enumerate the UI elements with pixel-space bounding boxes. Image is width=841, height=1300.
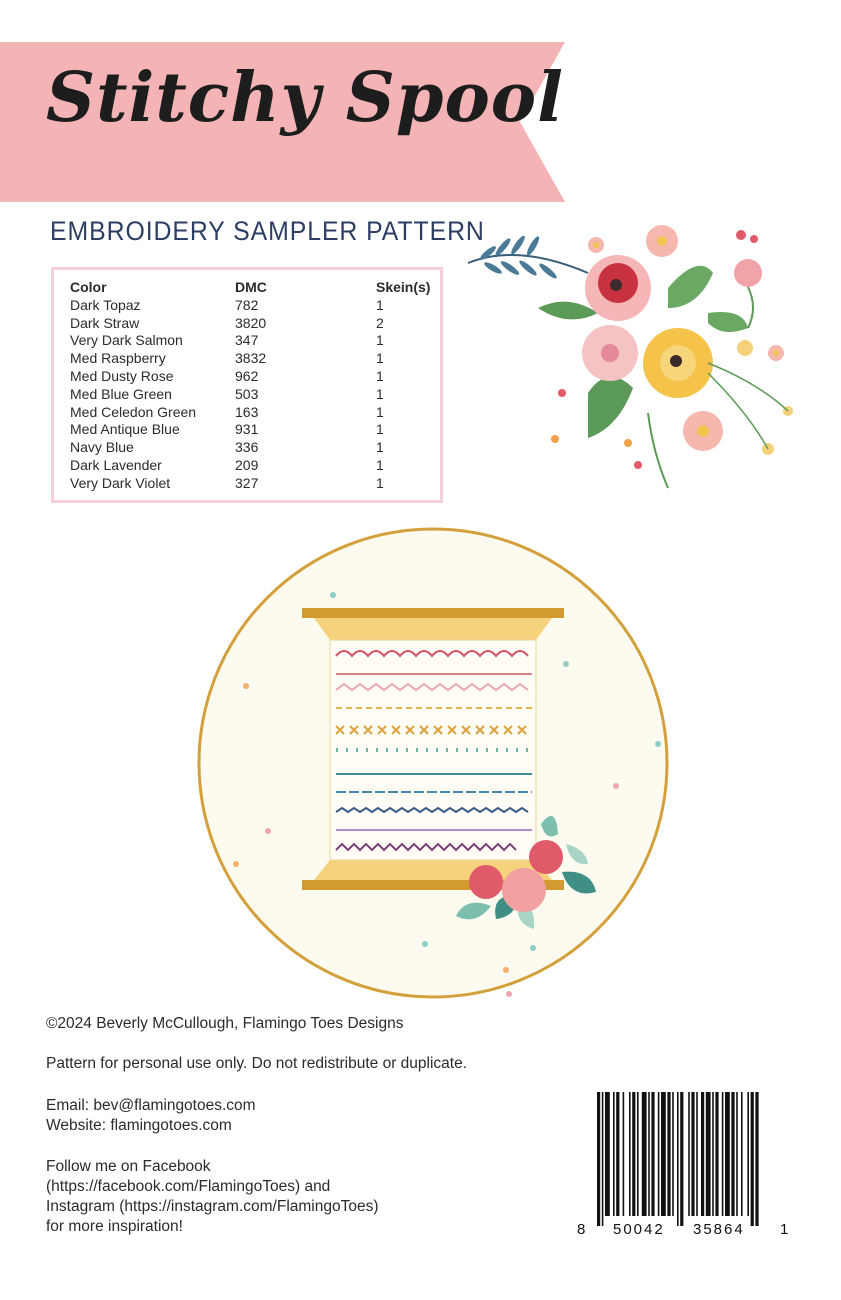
- skein-count: 1: [376, 296, 384, 313]
- dmc-number: 327: [235, 474, 259, 491]
- color-name: Med Blue Green: [70, 385, 172, 402]
- thread-color-table: [51, 267, 443, 503]
- email-text: Email: bev@flamingotoes.com: [46, 1097, 256, 1114]
- skein-count: 1: [376, 439, 384, 456]
- dmc-number: 347: [235, 332, 259, 349]
- skein-count: 2: [376, 314, 384, 331]
- floral-bouquet-illustration: [458, 213, 798, 498]
- skein-count: 1: [376, 421, 384, 438]
- embroidery-hoop-illustration: [196, 524, 671, 1002]
- color-name: Navy Blue: [70, 439, 134, 456]
- column-header-dmc: DMC: [235, 279, 267, 295]
- follow-line-3: Instagram (https://instagram.com/FlamingoToes): [46, 1198, 379, 1215]
- website-text: Website: flamingotoes.com: [46, 1117, 232, 1134]
- color-name: Very Dark Salmon: [70, 332, 183, 349]
- table-row: [70, 332, 436, 350]
- column-header-color: Color: [70, 279, 107, 295]
- table-header-row: [70, 279, 436, 297]
- skein-count: 1: [376, 385, 384, 402]
- skein-count: 1: [376, 474, 384, 491]
- table-row: [70, 315, 436, 333]
- column-header-skeins: Skein(s): [376, 279, 431, 295]
- page-subtitle: EMBROIDERY SAMPLER PATTERN: [50, 216, 485, 246]
- barcode-icon: [575, 1088, 795, 1243]
- table-row: [70, 404, 436, 422]
- follow-line-4: for more inspiration!: [46, 1218, 183, 1235]
- table-row: [70, 475, 436, 493]
- barcode-digits-left: 50042: [613, 1221, 665, 1238]
- color-name: Dark Topaz: [70, 296, 141, 313]
- copyright-text: ©2024 Beverly McCullough, Flamingo Toes Designs: [46, 1015, 404, 1032]
- dmc-number: 782: [235, 296, 259, 313]
- table-row: [70, 350, 436, 368]
- dmc-number: 163: [235, 403, 259, 420]
- follow-line-1: Follow me on Facebook: [46, 1158, 211, 1175]
- color-name: Med Antique Blue: [70, 421, 180, 438]
- table-row: [70, 439, 436, 457]
- dmc-number: 3832: [235, 350, 267, 367]
- color-name: Dark Lavender: [70, 456, 162, 473]
- dmc-number: 3820: [235, 314, 267, 331]
- skein-count: 1: [376, 367, 384, 384]
- dmc-number: 931: [235, 421, 259, 438]
- usage-notice: Pattern for personal use only. Do not redistribute or duplicate.: [46, 1055, 468, 1072]
- dmc-number: 336: [235, 439, 259, 456]
- table-row: [70, 421, 436, 439]
- skein-count: 1: [376, 350, 384, 367]
- color-name: Very Dark Violet: [70, 474, 171, 491]
- skein-count: 1: [376, 456, 384, 473]
- table-row: [70, 368, 436, 386]
- table-row: [70, 297, 436, 315]
- color-name: Med Raspberry: [70, 350, 166, 367]
- barcode-digits-right: 35864: [693, 1221, 745, 1238]
- color-table: [70, 279, 436, 493]
- table-row: [70, 386, 436, 404]
- dmc-number: 503: [235, 385, 259, 402]
- skein-count: 1: [376, 403, 384, 420]
- dmc-number: 962: [235, 367, 259, 384]
- barcode-digit-first: 8: [577, 1221, 586, 1238]
- page-title: Stitchy Spool: [46, 58, 564, 138]
- color-name: Dark Straw: [70, 314, 140, 331]
- barcode-digit-last: 1: [780, 1221, 789, 1238]
- color-name: Med Dusty Rose: [70, 367, 174, 384]
- color-name: Med Celedon Green: [70, 403, 197, 420]
- skein-count: 1: [376, 332, 384, 349]
- follow-line-2: (https://facebook.com/FlamingoToes) and: [46, 1178, 331, 1195]
- table-row: [70, 457, 436, 475]
- dmc-number: 209: [235, 456, 259, 473]
